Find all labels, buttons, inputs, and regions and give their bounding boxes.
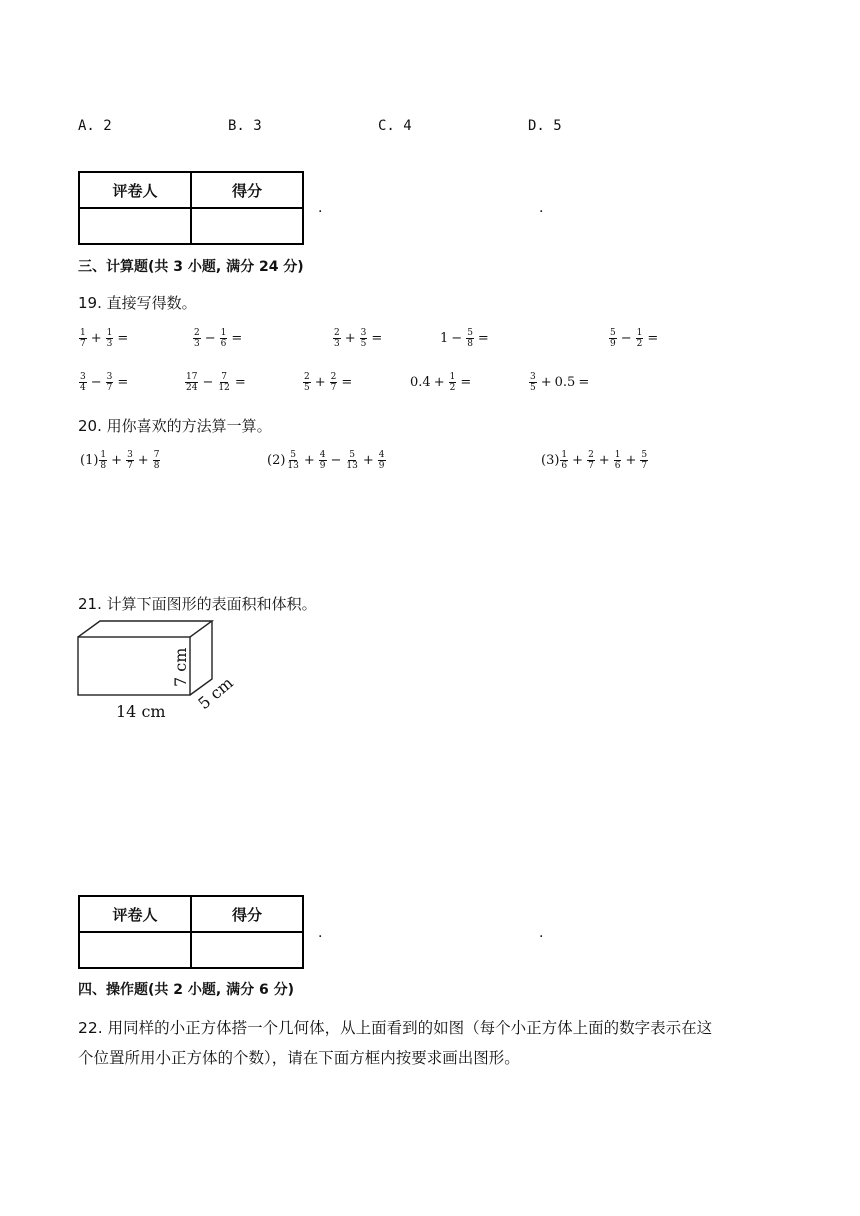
- q20-item-2: [267, 450, 387, 471]
- operator: =: [578, 375, 590, 390]
- numerator: 4: [319, 450, 326, 460]
- dot-mark: .: [318, 925, 323, 941]
- denominator: 3: [334, 339, 340, 349]
- reviewer-cell[interactable]: [79, 932, 191, 968]
- numerator: 3: [106, 372, 113, 382]
- operator: +: [362, 453, 374, 468]
- fraction: [126, 450, 134, 471]
- denominator: 8: [100, 461, 107, 471]
- numerator: 17: [186, 372, 198, 382]
- fraction: [303, 372, 311, 393]
- reviewer-header: 评卷人: [79, 172, 191, 208]
- operator: +: [625, 453, 637, 468]
- numerator: 7: [153, 450, 160, 460]
- operator: =: [117, 331, 129, 346]
- reviewer-header: 评卷人: [79, 896, 191, 932]
- q19-title: 19. 直接写得数。: [78, 294, 197, 312]
- fraction: [193, 328, 201, 349]
- denominator: 7: [80, 339, 86, 349]
- number: 1: [440, 331, 449, 346]
- dot-mark: .: [318, 200, 323, 216]
- q19-expr: [440, 328, 492, 349]
- q19-expr: [302, 372, 355, 393]
- numerator: 2: [194, 328, 200, 338]
- dot-mark: .: [539, 925, 544, 941]
- fraction: [220, 328, 228, 349]
- fraction: [333, 328, 341, 349]
- length-label: 14 cm: [116, 702, 166, 721]
- q20-item-3: [541, 450, 649, 471]
- fraction: [560, 450, 568, 471]
- numerator: 1: [449, 372, 456, 382]
- item-label: (1): [80, 453, 99, 468]
- fraction: [99, 450, 107, 471]
- denominator: 12: [218, 383, 230, 393]
- denominator: 7: [641, 461, 648, 471]
- fraction: [378, 450, 386, 471]
- denominator: 8: [153, 461, 160, 471]
- operator: +: [303, 453, 315, 468]
- numerator: 1: [636, 328, 643, 338]
- section-4-title: 四、操作题(共 2 小题, 满分 6 分): [78, 982, 294, 998]
- q19-expr: [410, 372, 474, 393]
- q20-item-1: [80, 450, 161, 471]
- numerator: 5: [467, 328, 473, 338]
- numerator: 5: [349, 450, 356, 460]
- score-cell[interactable]: [191, 932, 303, 968]
- numerator: 1: [106, 328, 113, 338]
- denominator: 4: [80, 383, 86, 393]
- number: 0.4: [410, 375, 431, 390]
- numerator: 3: [360, 328, 367, 338]
- fraction: [153, 450, 161, 471]
- fraction: [106, 372, 114, 393]
- fraction: [330, 372, 338, 393]
- denominator: 7: [127, 461, 133, 471]
- fraction: [529, 372, 537, 393]
- denominator: 7: [106, 383, 113, 393]
- q19-expr: [608, 328, 661, 349]
- denominator: 8: [467, 339, 473, 349]
- operator: =: [371, 331, 383, 346]
- numerator: 5: [610, 328, 616, 338]
- item-label: (2): [267, 453, 286, 468]
- operator: +: [433, 375, 445, 390]
- score-cell[interactable]: [191, 208, 303, 244]
- denominator: 2: [636, 339, 643, 349]
- denominator: 24: [186, 383, 198, 393]
- score-table: [78, 171, 304, 245]
- fraction: [106, 328, 114, 349]
- section-3-title: 三、计算题(共 3 小题, 满分 24 分): [78, 259, 304, 275]
- operator: +: [314, 375, 326, 390]
- numerator: 3: [530, 372, 536, 382]
- number: 0.5: [554, 375, 576, 390]
- option-d: D. 5: [528, 118, 562, 134]
- score-header: 得分: [191, 896, 303, 932]
- denominator: 6: [220, 339, 227, 349]
- denominator: 3: [106, 339, 113, 349]
- numerator: 2: [334, 328, 340, 338]
- fraction: [449, 372, 457, 393]
- numerator: 4: [378, 450, 385, 460]
- q20-title: 20. 用你喜欢的方法算一算。: [78, 417, 272, 435]
- numerator: 2: [330, 372, 337, 382]
- q19-expr: [184, 372, 249, 393]
- operator: −: [204, 331, 216, 346]
- reviewer-cell[interactable]: [79, 208, 191, 244]
- operator: +: [598, 453, 610, 468]
- fraction: [217, 372, 230, 393]
- score-table: [78, 895, 304, 969]
- q22-line-1: 22. 用同样的小正方体搭一个几何体，从上面看到的如图（每个小正方体上面的数字表示在这: [78, 1019, 713, 1037]
- denominator: 9: [378, 461, 385, 471]
- numerator: 1: [561, 450, 568, 460]
- item-label: (3): [541, 453, 560, 468]
- denominator: 13: [287, 461, 299, 471]
- option-b: B. 3: [228, 118, 262, 134]
- operator: =: [460, 375, 472, 390]
- fraction: [640, 450, 648, 471]
- q21-title: 21. 计算下面图形的表面积和体积。: [78, 595, 317, 613]
- denominator: 7: [330, 383, 337, 393]
- q19-expr: [528, 372, 592, 393]
- fraction: [636, 328, 644, 349]
- fraction: [79, 372, 87, 393]
- numerator: 2: [588, 450, 594, 460]
- option-a: A. 2: [78, 118, 112, 134]
- width-label: 5 cm: [194, 673, 237, 714]
- q22-line-2: 个位置所用小正方体的个数），请在下面方框内按要求画出图形。: [78, 1049, 520, 1067]
- numerator: 7: [221, 372, 227, 382]
- operator: =: [647, 331, 659, 346]
- numerator: 1: [614, 450, 621, 460]
- numerator: 5: [641, 450, 648, 460]
- cuboid-figure: [70, 615, 250, 725]
- fraction: [345, 450, 358, 471]
- fraction: [466, 328, 474, 349]
- operator: =: [477, 331, 489, 346]
- numerator: 2: [304, 372, 310, 382]
- operator: =: [231, 331, 243, 346]
- operator: −: [330, 453, 342, 468]
- fraction: [79, 328, 87, 349]
- operator: =: [234, 375, 246, 390]
- q19-expr: [78, 372, 131, 393]
- numerator: 3: [127, 450, 133, 460]
- denominator: 9: [319, 461, 326, 471]
- fraction: [614, 450, 622, 471]
- operator: =: [117, 375, 129, 390]
- denominator: 5: [530, 383, 536, 393]
- denominator: 6: [561, 461, 568, 471]
- operator: −: [202, 375, 214, 390]
- fraction: [185, 372, 198, 393]
- denominator: 3: [194, 339, 200, 349]
- q19-expr: [192, 328, 245, 349]
- operator: +: [540, 375, 552, 390]
- numerator: 1: [220, 328, 227, 338]
- operator: +: [572, 453, 584, 468]
- operator: =: [341, 375, 353, 390]
- option-c: C. 4: [378, 118, 412, 134]
- denominator: 9: [610, 339, 616, 349]
- cuboid-side-face: [190, 621, 212, 695]
- operator: −: [451, 331, 463, 346]
- numerator: 1: [80, 328, 86, 338]
- operator: +: [90, 331, 102, 346]
- operator: −: [90, 375, 102, 390]
- q19-expr: [332, 328, 385, 349]
- denominator: 6: [614, 461, 621, 471]
- fraction: [286, 450, 299, 471]
- fraction: [609, 328, 617, 349]
- denominator: 5: [360, 339, 367, 349]
- dot-mark: .: [539, 200, 544, 216]
- denominator: 7: [588, 461, 594, 471]
- operator: −: [620, 331, 632, 346]
- numerator: 3: [80, 372, 86, 382]
- operator: +: [344, 331, 356, 346]
- fraction: [360, 328, 368, 349]
- denominator: 2: [449, 383, 456, 393]
- denominator: 5: [304, 383, 310, 393]
- denominator: 13: [346, 461, 358, 471]
- numerator: 1: [100, 450, 107, 460]
- operator: +: [111, 453, 123, 468]
- operator: +: [137, 453, 149, 468]
- fraction: [587, 450, 595, 471]
- q19-expr: [78, 328, 131, 349]
- cuboid-top-face: [78, 621, 212, 637]
- fraction: [319, 450, 327, 471]
- numerator: 5: [290, 450, 297, 460]
- height-label: 7 cm: [171, 647, 190, 687]
- score-header: 得分: [191, 172, 303, 208]
